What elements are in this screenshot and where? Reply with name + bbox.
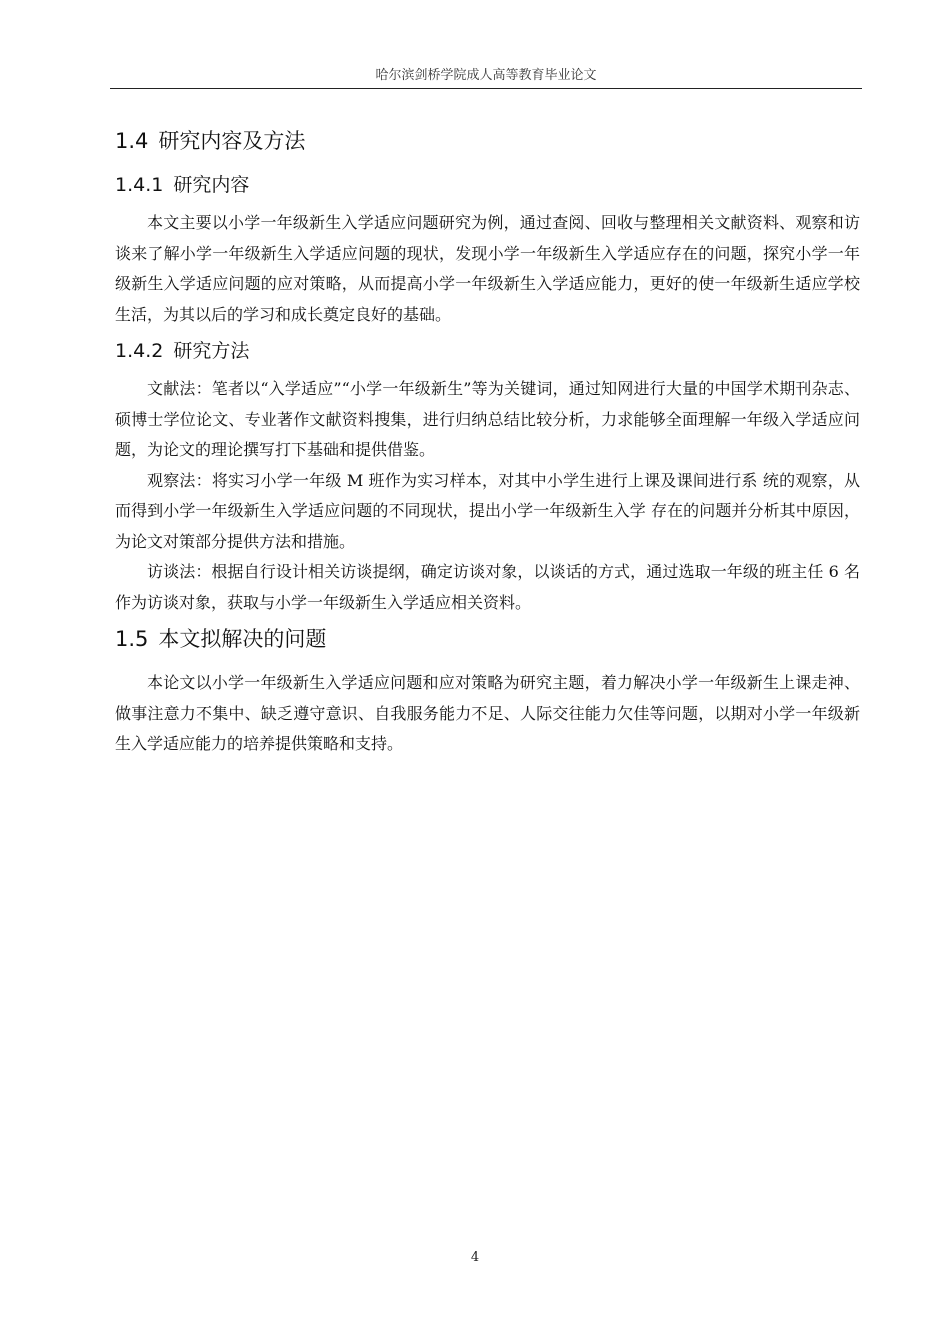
- paragraph-observation-method: 观察法：将实习小学一年级 M 班作为实习样本，对其中小学生进行上课及课间进行系 统的观察，从而得到小学一年级新生入学适应问题的不同现状，提出小学一年级新生入学 存在的问题并分析其中原因，为论文对策部分提供方法和措施。: [115, 470, 860, 551]
- header-rule: [110, 88, 862, 89]
- page-content: [115, 120, 860, 760]
- subsection-number: 1.4.1: [115, 174, 164, 196]
- section-title: 研究内容及方法: [158, 129, 306, 153]
- page-number: 4: [470, 1250, 480, 1265]
- section-title: 本文拟解决的问题: [158, 627, 327, 651]
- paragraph-problems-to-solve: 本论文以小学一年级新生入学适应问题和应对策略为研究主题，着力解决小学一年级新生上课走神、做事注意力不集中、缺乏遵守意识、自我服务能力不足、人际交往能力欠佳等问题，以期对小学一年级新生入学适应能力的培养提供策略和支持。: [115, 673, 860, 753]
- running-header: 哈尔滨剑桥学院成人高等教育毕业论文: [375, 68, 597, 83]
- subsection-heading-1-4-1: [115, 170, 860, 200]
- section-heading-1-5: [115, 622, 860, 656]
- subsection-title: 研究内容: [173, 174, 250, 196]
- subsection-heading-1-4-2: [115, 336, 860, 366]
- paragraph-literature-method: 文献法：笔者以“入学适应”“小学一年级新生”等为关键词，通过知网进行大量的中国学术期刊杂志、硕博士学位论文、专业著作文献资料搜集，进行归纳总结比较分析，力求能够全面理解一年级入学适应问题，为论文的理论撰写打下基础和提供借鉴。: [115, 379, 860, 459]
- section-number: 1.4: [115, 129, 149, 153]
- subsection-number: 1.4.2: [115, 340, 164, 362]
- section-heading-1-4: [115, 124, 860, 158]
- paragraph-research-content: 本文主要以小学一年级新生入学适应问题研究为例，通过查阅、回收与整理相关文献资料、观察和访谈来了解小学一年级新生入学适应问题的现状，发现小学一年级新生入学适应存在的问题，探究小学一年级新生入学适应问题的应对策略，从而提高小学一年级新生入学适应能力，更好的使一年级新生适应学校生活，为其以后的学习和成长奠定良好的基础。: [115, 213, 860, 324]
- subsection-title: 研究方法: [173, 340, 250, 362]
- section-number: 1.5: [115, 627, 149, 651]
- paragraph-interview-method: 访谈法：根据自行设计相关访谈提纲，确定访谈对象，以谈话的方式，通过选取一年级的班主任 6 名作为访谈对象，获取与小学一年级新生入学适应相关资料。: [115, 562, 860, 612]
